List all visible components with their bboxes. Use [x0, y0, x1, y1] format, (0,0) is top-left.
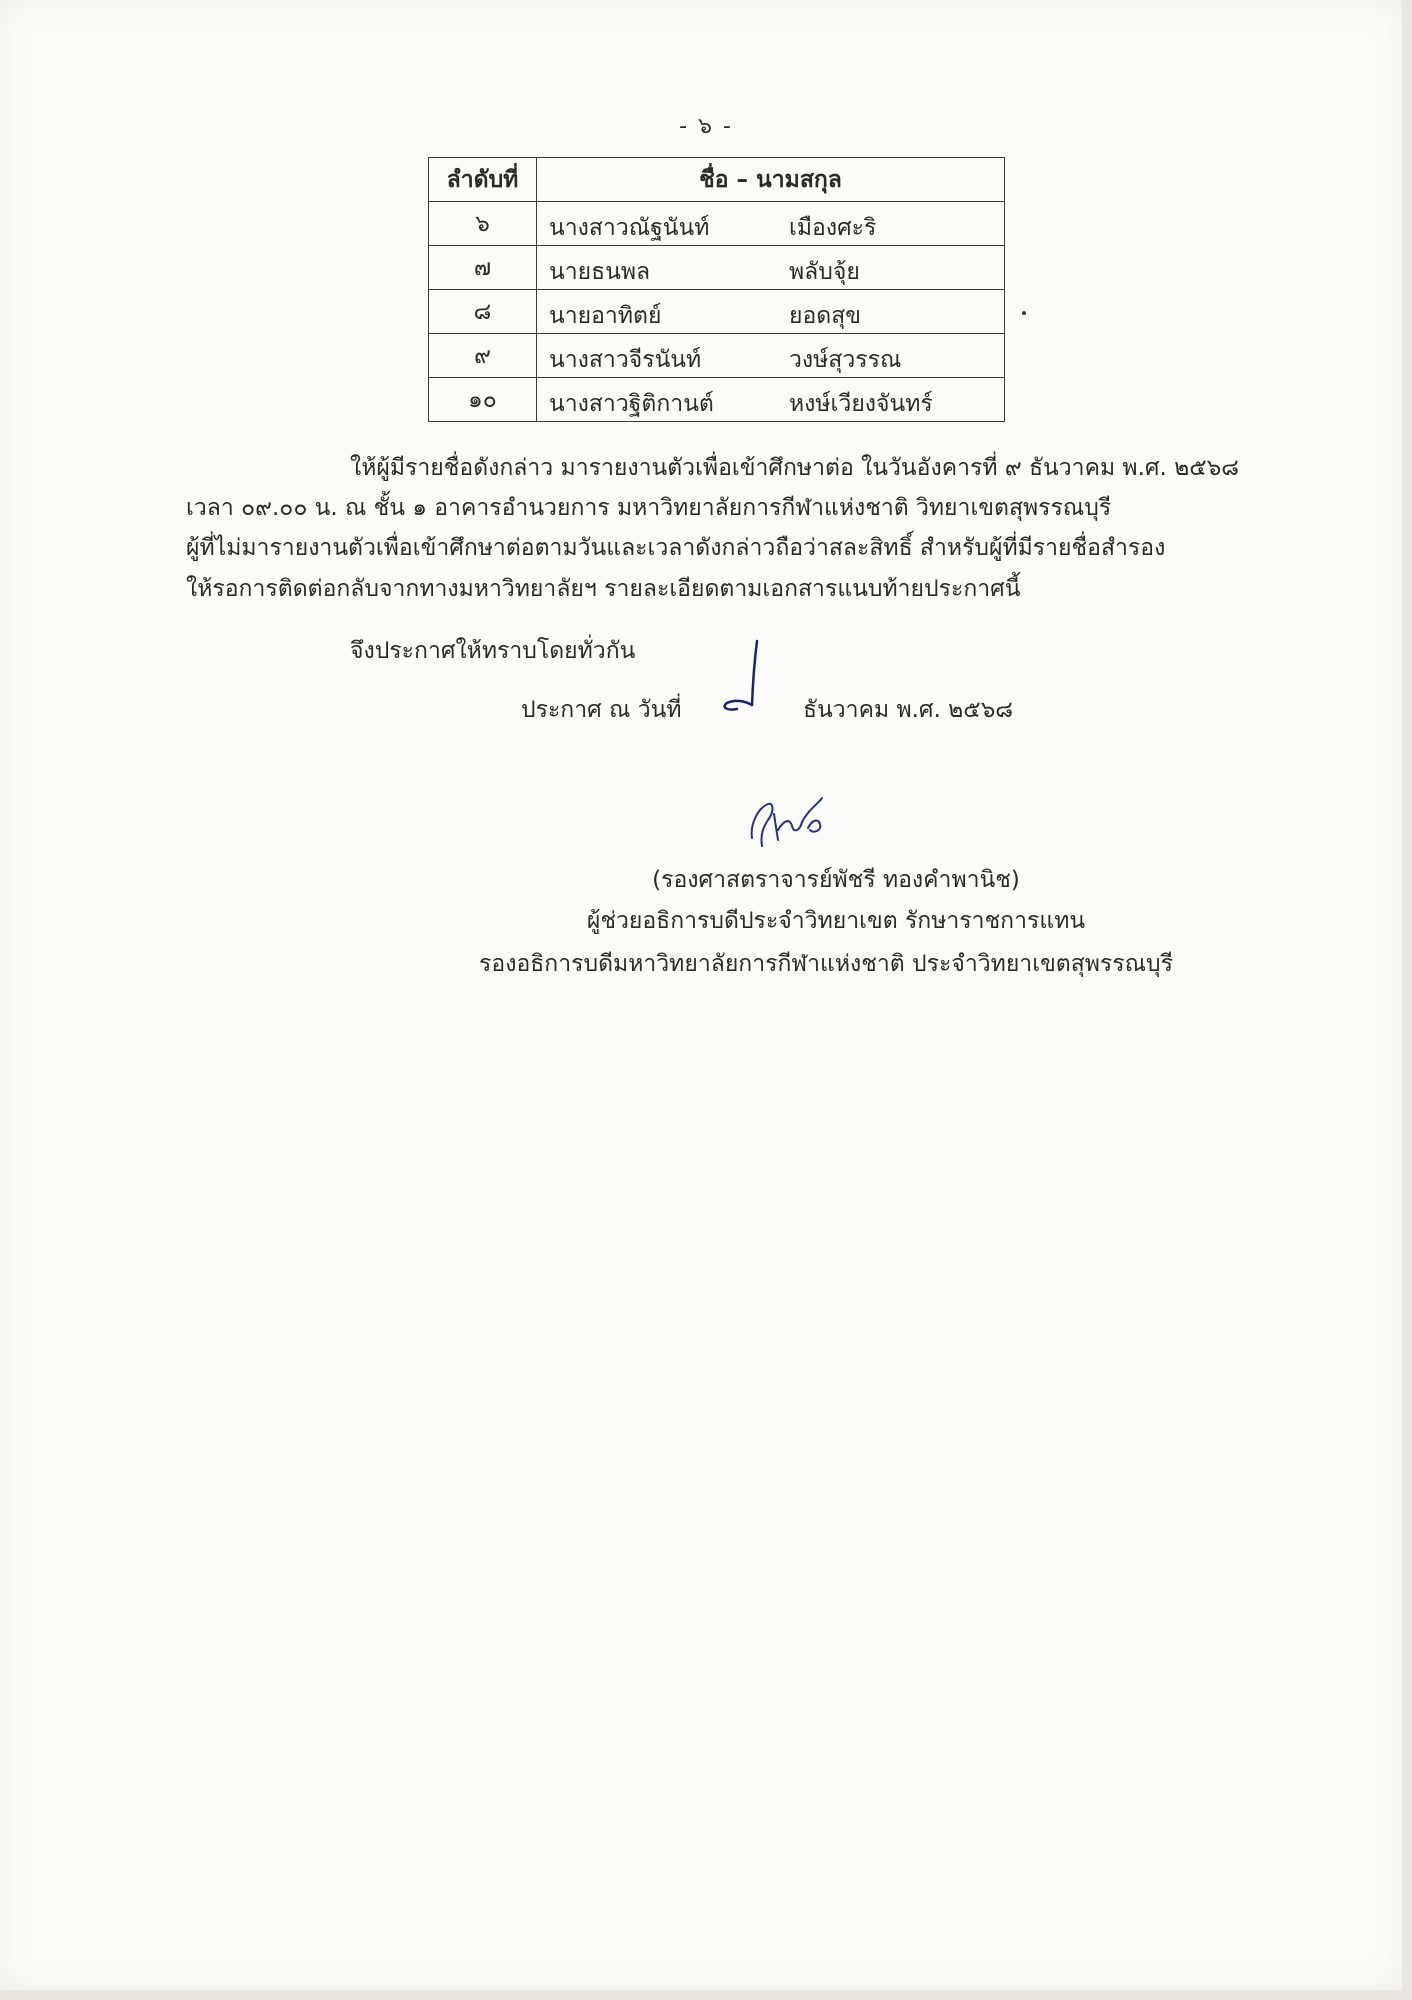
date-prefix: ประกาศ ณ วันที่ [521, 697, 682, 723]
name-cell [537, 378, 1005, 422]
last-name: หงษ์เวียงจันทร์ [789, 391, 933, 417]
table-row [429, 290, 1005, 334]
table-row [429, 334, 1005, 378]
handwritten-date [705, 637, 785, 717]
first-name: นางสาวฐิติกานต์ [549, 391, 714, 417]
first-name: นายธนพล [549, 259, 651, 285]
table-row [429, 378, 1005, 422]
name-cell [537, 246, 1005, 290]
signatory-name: (รองศาสตราจารย์พัชรี ทองคำพานิช) [652, 867, 1020, 893]
page-number: - ๖ - [679, 114, 733, 139]
table-header-row [429, 158, 1005, 202]
first-name: นางสาวณัฐนันท์ [549, 215, 710, 241]
date-suffix: ธันวาคม พ.ศ. ๒๕๖๘ [803, 697, 1014, 723]
row-number: ๖ [429, 202, 537, 246]
name-cell [537, 290, 1005, 334]
body-line-1: ให้ผู้มีรายชื่อดังกล่าว มารายงานตัวเพื่อเข้าศึกษาต่อ ในวันอังคารที่ ๙ ธันวาคม พ.ศ. ๒๕๖๘ [350, 455, 1240, 481]
row-number: ๗ [429, 246, 537, 290]
last-name: ยอดสุข [789, 303, 861, 329]
table-row [429, 246, 1005, 290]
announcement: จึงประกาศให้ทราบโดยทั่วกัน [350, 638, 636, 664]
name-cell [537, 334, 1005, 378]
last-name: เมืองศะริ [789, 215, 877, 241]
stray-dot [1022, 311, 1026, 315]
header-order: ลำดับที่ [429, 158, 537, 202]
row-number: ๑๐ [429, 378, 537, 422]
last-name: พลับจุ้ย [789, 259, 860, 285]
header-name: ชื่อ – นามสกุล [537, 158, 1005, 202]
first-name: นางสาวจีรนันท์ [549, 347, 702, 373]
table-row [429, 202, 1005, 246]
signatory-position-2: รองอธิการบดีมหาวิทยาลัยการกีฬาแห่งชาติ ประจำวิทยาเขตสุพรรณบุรี [479, 951, 1173, 977]
signatory-position-1: ผู้ช่วยอธิการบดีประจำวิทยาเขต รักษาราชการแทน [586, 908, 1086, 934]
last-name: วงษ์สุวรรณ [789, 347, 902, 373]
signature-image [738, 790, 834, 856]
names-table [428, 157, 1005, 422]
body-line-2: เวลา ๐๙.๐๐ น. ณ ชั้น ๑ อาคารอำนวยการ มหาวิทยาลัยการกีฬาแห่งชาติ วิทยาเขตสุพรรณบุรี [186, 495, 1112, 521]
body-line-3: ผู้ที่ไม่มารายงานตัวเพื่อเข้าศึกษาต่อตามวันและเวลาดังกล่าวถือว่าสละสิทธิ์ สำหรับผู้ที่มีรายชื่อสำรอง [186, 535, 1166, 561]
row-number: ๙ [429, 334, 537, 378]
name-cell [537, 202, 1005, 246]
body-line-4: ให้รอการติดต่อกลับจากทางมหาวิทยาลัยฯ รายละเอียดตามเอกสารแนบท้ายประกาศนี้ [186, 576, 1021, 602]
first-name: นายอาทิตย์ [549, 303, 662, 329]
row-number: ๘ [429, 290, 537, 334]
